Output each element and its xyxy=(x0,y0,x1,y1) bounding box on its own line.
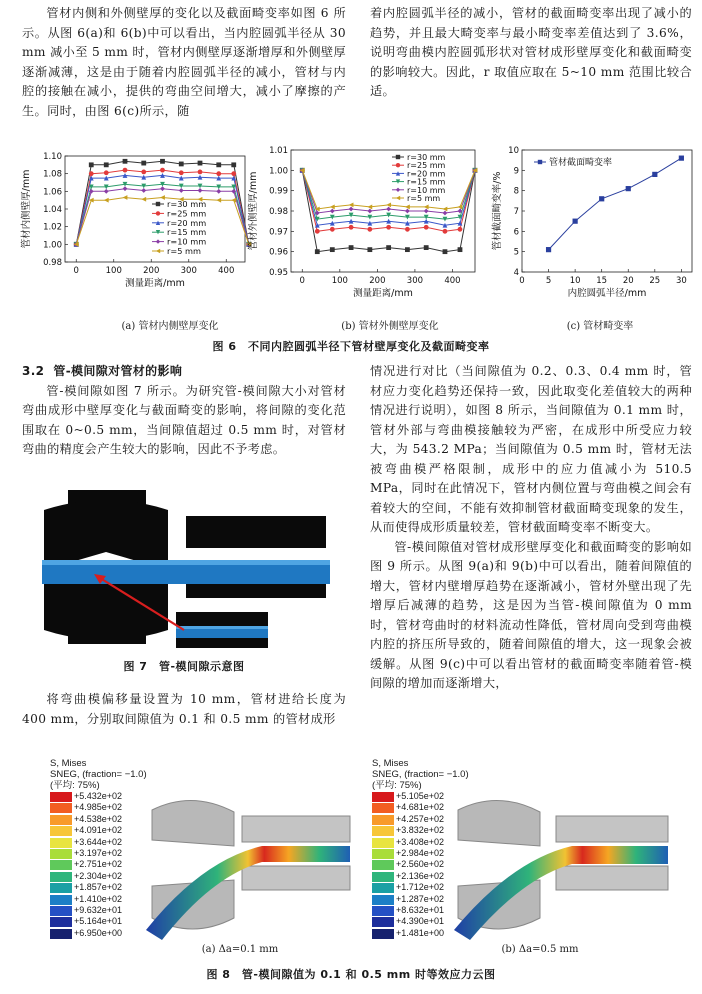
legend-swatch xyxy=(372,872,394,882)
guide-block-lower xyxy=(186,584,326,598)
legend-label: r=10 mm xyxy=(167,236,207,247)
data-point xyxy=(396,155,400,159)
legend-title: S, Mises xyxy=(50,758,87,769)
data-point xyxy=(123,168,128,173)
data-point xyxy=(160,159,165,164)
legend-label: r=25 mm xyxy=(407,161,446,171)
data-point xyxy=(104,198,109,203)
data-point xyxy=(367,227,372,232)
legend-swatch xyxy=(50,838,72,848)
x-tick-label: 300 xyxy=(180,266,197,276)
die-bottom-block xyxy=(68,630,146,644)
x-tick-label: 300 xyxy=(406,276,424,286)
figure-7-caption: 图 7 管-模间隙示意图 xyxy=(123,660,245,673)
legend-swatch xyxy=(372,838,394,848)
y-tick-label: 7 xyxy=(513,207,519,217)
x-tick-label: 15 xyxy=(596,276,608,286)
legend-swatch xyxy=(372,917,394,927)
legend-swatch xyxy=(50,803,72,813)
data-point xyxy=(160,195,165,200)
data-point xyxy=(396,163,400,167)
legend-swatch xyxy=(372,906,394,916)
legend-value: +1.857e+02 xyxy=(74,882,123,893)
top-right-column xyxy=(370,4,692,102)
data-point xyxy=(626,186,631,191)
legend-label: r=15 mm xyxy=(407,177,446,187)
legend-value: +2.560e+02 xyxy=(396,859,445,870)
legend-label: r=5 mm xyxy=(407,194,441,203)
legend-swatch xyxy=(372,803,394,813)
legend-swatch xyxy=(50,872,72,882)
legend-value: +3.644e+02 xyxy=(74,836,123,847)
legend-swatch xyxy=(50,792,72,802)
legend-value: +3.408e+02 xyxy=(396,836,445,847)
legend-average: (平均: 75%) xyxy=(372,780,422,791)
inset-tube-highlight xyxy=(176,626,268,629)
section-title: 管-模间隙对管材的影响 xyxy=(53,364,183,378)
data-point xyxy=(330,247,335,252)
figure-8b-model xyxy=(452,790,670,940)
legend-value: +2.304e+02 xyxy=(74,870,123,881)
data-point xyxy=(156,202,160,206)
figure-8b-caption: (b) Δa=0.5 mm xyxy=(501,944,579,955)
data-point xyxy=(386,225,391,230)
x-tick-label: 0 xyxy=(519,276,525,286)
legend-label: r=10 mm xyxy=(407,185,446,195)
y-tick-label: 0.96 xyxy=(269,247,288,258)
data-point xyxy=(405,209,410,214)
paragraph-gap-range: 管-模间隙如图 7 所示。为研究管-模间隙大小对管材弯曲成形中壁厚变化与截面畸变的影响，将间隙的变化范围取在 0~0.5 mm，当间隙值超过 0.5 mm 时，对管材弯曲的精度会产生较大的影响，因此不予考虑。 xyxy=(22,383,346,456)
y-tick-label: 8 xyxy=(513,186,519,197)
legend-average: (平均: 75%) xyxy=(50,780,100,791)
data-point xyxy=(231,162,236,167)
legend-swatch xyxy=(372,849,394,859)
data-point xyxy=(216,171,221,176)
y-tick-label: 10 xyxy=(508,146,519,156)
data-point xyxy=(386,207,391,212)
x-axis-label: 测量距离/mm xyxy=(353,288,413,299)
y-tick-label: 1.08 xyxy=(43,169,62,180)
plot-frame xyxy=(522,150,692,272)
data-point xyxy=(396,196,400,200)
data-point xyxy=(141,197,146,202)
data-point xyxy=(443,229,448,234)
paragraph-wall-thickness: 管材内侧和外侧壁厚的变化以及截面畸变率如图 6 所示。从图 6(a)和 6(b)中可以看出，当内腔圆弧半径从 30 mm 减小至 5 mm 时，管材内侧壁厚逐渐增厚和外侧壁厚逐渐减薄，这是由于随着内腔圆弧半径的减小，管材与内腔的接触在减小，提供的弯曲空间增大，减小了摩擦的产生。同时，由图 6(c)所示，随 xyxy=(22,6,346,118)
paragraph-distortion: 着内腔圆弧半径的减小，管材的截面畸变率出现了减小的趋势，并且最大畸变率与最小畸变率差值达到了 3.6%，说明弯曲模内腔圆弧形状对管材成形壁厚变化和截面畸变的影响较大。因此，r 取值应取在 5~10 mm 范围比较合适。 xyxy=(370,6,692,98)
data-point xyxy=(179,170,184,175)
x-tick-label: 0 xyxy=(73,266,79,276)
data-point xyxy=(349,225,354,230)
figure-6b-caption: (b) 管材外侧壁厚变化 xyxy=(341,321,439,332)
y-tick-label: 0.99 xyxy=(269,186,288,197)
data-point xyxy=(160,186,165,191)
left-bottom-column xyxy=(22,690,346,729)
paragraph-offset-setting: 将弯曲模偏移量设置为 10 mm，管材进给长度为 400 mm，分别取间隙值为 0.1 和 0.5 mm 的管材成形 xyxy=(22,692,346,726)
data-point xyxy=(123,159,128,164)
guide-lower xyxy=(242,866,350,890)
x-tick-label: 100 xyxy=(105,266,122,276)
figure-6c-caption: (c) 管材畸变率 xyxy=(566,321,634,332)
legend-entry xyxy=(50,882,147,893)
legend-entry xyxy=(50,928,147,939)
legend-swatch xyxy=(372,895,394,905)
data-point xyxy=(396,188,400,192)
legend-value: +4.091e+02 xyxy=(74,825,123,836)
data-point xyxy=(179,162,184,167)
legend-entry xyxy=(50,916,147,927)
figure-6-caption: 图 6 不同内腔圆弧半径下管材壁厚变化及截面畸变率 xyxy=(212,340,490,353)
legend-swatch xyxy=(50,917,72,927)
data-point xyxy=(538,160,542,164)
legend-value: +1.481e+00 xyxy=(396,927,445,938)
y-axis-label: 管材截面畸变率/% xyxy=(492,171,503,251)
data-point xyxy=(386,245,391,250)
chart-section-distortion xyxy=(491,146,692,299)
y-axis-label: 管材内侧壁厚/mm xyxy=(21,169,32,249)
y-tick-label: 5 xyxy=(513,247,519,258)
legend-entry xyxy=(50,905,147,916)
data-point xyxy=(367,209,372,214)
data-point xyxy=(405,227,410,232)
data-point xyxy=(179,188,184,193)
x-axis-label: 测量距离/mm xyxy=(125,278,185,289)
data-point xyxy=(443,211,448,216)
legend-label: r=25 mm xyxy=(167,208,207,219)
series-line xyxy=(76,198,249,245)
figure-8a-legend xyxy=(50,758,147,939)
y-tick-label: 1.04 xyxy=(43,205,62,215)
legend-value: +2.136e+02 xyxy=(396,870,445,881)
data-point xyxy=(679,156,684,161)
legend-swatch xyxy=(372,792,394,802)
x-tick-label: 0 xyxy=(299,276,305,286)
x-tick-label: 30 xyxy=(675,276,687,286)
legend-label: 管材截面畸变率 xyxy=(549,158,613,168)
x-tick-label: 200 xyxy=(369,276,386,286)
legend-entry xyxy=(50,859,147,870)
data-point xyxy=(424,245,429,250)
x-tick-label: 10 xyxy=(569,276,581,286)
legend-swatch xyxy=(50,826,72,836)
figure-6 xyxy=(0,140,702,340)
legend-value: +1.287e+02 xyxy=(396,893,445,904)
data-point xyxy=(424,209,429,214)
x-tick-label: 100 xyxy=(331,276,348,286)
figure-8-caption: 图 8 管-模间隙值为 0.1 和 0.5 mm 时等效应力云图 xyxy=(206,968,496,981)
legend-value: +4.538e+02 xyxy=(74,813,123,824)
data-point xyxy=(315,229,320,234)
legend-entry xyxy=(50,802,147,813)
legend-value: +4.390e+01 xyxy=(396,916,445,927)
legend-entry xyxy=(50,791,147,802)
figure-6a-caption: (a) 管材内侧壁厚变化 xyxy=(121,321,219,332)
data-point xyxy=(424,225,429,230)
legend-entry xyxy=(50,825,147,836)
legend-swatch xyxy=(372,860,394,870)
data-point xyxy=(367,247,372,252)
die-upper-part xyxy=(152,800,234,846)
y-tick-label: 1.00 xyxy=(43,240,62,251)
legend-value: +8.632e+01 xyxy=(396,905,445,916)
legend-entry xyxy=(50,837,147,848)
data-point xyxy=(198,188,203,193)
data-point xyxy=(156,249,160,253)
data-point xyxy=(156,211,160,215)
die-upper-part xyxy=(458,800,540,846)
figure-8a-model xyxy=(142,790,352,940)
data-point xyxy=(231,171,236,176)
legend-value: +4.257e+02 xyxy=(396,813,445,824)
chart-inner-wall-thickness xyxy=(20,152,251,289)
legend-value: +5.432e+02 xyxy=(74,791,123,801)
y-tick-label: 4 xyxy=(513,268,519,278)
data-point xyxy=(443,249,448,254)
y-tick-label: 0.98 xyxy=(269,207,288,217)
legend-swatch xyxy=(50,815,72,825)
legend-label: r=30 mm xyxy=(167,199,207,209)
legend-swatch xyxy=(50,883,72,893)
guide-upper xyxy=(242,816,350,842)
y-tick-label: 1.10 xyxy=(43,152,62,162)
legend-value: +5.164e+01 xyxy=(74,916,123,927)
data-point xyxy=(349,207,354,212)
data-point xyxy=(104,170,109,175)
legend-value: +5.105e+02 xyxy=(396,791,445,801)
data-point xyxy=(458,247,463,252)
legend-value: +2.984e+02 xyxy=(396,848,445,859)
data-point xyxy=(104,162,109,167)
figure-7-illustration xyxy=(36,480,332,650)
paragraph-gap-effect: 管-模间隙值对管材成形壁厚变化和截面畸变的影响如图 9 所示。从图 9(a)和 9(b)中可以看出，随着间隙值的增大，管材内壁增厚趋势在逐渐减小，管材外壁出现了先增厚后减薄的趋势，这是因为当管-模间隙值为 0 mm 时，管材弯曲时的材料流动性降低，管材周向受到弯曲模内腔的挤压所导致的，随着间隙值的增大，这一现象会被缓解。从图 9(c)中可以看出管材的截面畸变率随着管-模间隙的增加而逐渐增大， xyxy=(370,539,692,690)
data-point xyxy=(315,249,320,254)
data-point xyxy=(141,188,146,193)
legend-swatch xyxy=(50,929,72,939)
data-point xyxy=(349,245,354,250)
data-point xyxy=(231,198,236,203)
y-tick-label: 6 xyxy=(513,227,519,238)
section-heading xyxy=(22,362,346,382)
legend-swatch xyxy=(50,849,72,859)
data-point xyxy=(573,219,578,224)
legend-value: +3.197e+02 xyxy=(74,848,123,859)
y-tick-label: 9 xyxy=(513,166,519,177)
legend-value: +1.712e+02 xyxy=(396,882,445,893)
legend-swatch xyxy=(372,815,394,825)
data-point xyxy=(330,227,335,232)
x-tick-label: 200 xyxy=(143,266,160,276)
data-point xyxy=(405,247,410,252)
data-point xyxy=(599,196,604,201)
x-tick-label: 400 xyxy=(218,266,235,276)
data-point xyxy=(652,172,657,177)
legend-value: +4.681e+02 xyxy=(396,802,445,813)
paragraph-stress-comparison: 情况进行对比（当间隙值为 0.2、0.3、0.4 mm 时，管材应力变化趋势还保持一致，因此取变化差值较大的两种情况进行说明），如图 8 所示，当间隙值为 0.1 mm 时，管材外部与弯曲模接触较为严密，在成形中所受应力较大，为 543.2 MPa；当间隙值为 0.5 mm 时，管材无法被弯曲模严格限制，成形中的应力值减小为 510.5 MPa，同时在此情况下，管材内侧位置与弯曲模之间会有着较大的空间，不能有效抑制管材截面畸变现象的发生，从而使得成形质量较差，管材截面畸变率不断变大。 xyxy=(370,364,692,534)
data-point xyxy=(89,171,94,176)
legend-swatch xyxy=(372,929,394,939)
x-tick-label: 20 xyxy=(622,276,634,286)
data-point xyxy=(160,168,165,173)
guide-upper xyxy=(556,816,668,842)
data-point xyxy=(198,161,203,166)
legend-swatch xyxy=(50,860,72,870)
x-tick-label: 25 xyxy=(649,276,661,286)
legend-value: +9.632e+01 xyxy=(74,905,123,916)
data-point xyxy=(104,189,109,194)
legend-swatch xyxy=(372,883,394,893)
data-point xyxy=(141,170,146,175)
series-line xyxy=(76,184,249,244)
data-point xyxy=(216,162,221,167)
legend-entry xyxy=(50,871,147,882)
x-tick-label: 5 xyxy=(545,276,552,286)
legend-value: +2.751e+02 xyxy=(74,859,123,870)
right-mid-column xyxy=(370,362,692,694)
y-axis-label: 管材外侧壁厚/mm xyxy=(248,171,259,251)
y-tick-label: 0.97 xyxy=(269,227,288,238)
series-line xyxy=(302,170,475,209)
guide-block-upper xyxy=(186,516,326,548)
tube-highlight xyxy=(42,560,330,565)
legend-swatch xyxy=(50,906,72,916)
legend-subtitle: SNEG, (fraction= −1.0) xyxy=(50,769,147,780)
chart-outer-wall-thickness xyxy=(247,146,477,299)
series-line xyxy=(76,170,249,244)
data-point xyxy=(89,162,94,167)
y-tick-label: 1.01 xyxy=(269,146,288,156)
guide-lower xyxy=(556,866,668,890)
legend-subtitle: SNEG, (fraction= −1.0) xyxy=(372,769,469,780)
data-point xyxy=(216,189,221,194)
y-tick-label: 0.95 xyxy=(269,268,288,278)
y-tick-label: 0.98 xyxy=(43,258,62,268)
data-point xyxy=(458,227,463,232)
y-tick-label: 1.06 xyxy=(43,187,62,198)
legend-entry xyxy=(50,894,147,905)
y-tick-label: 1.00 xyxy=(269,166,288,177)
figure-8a-caption: (a) Δa=0.1 mm xyxy=(201,944,279,955)
legend-label: r=15 mm xyxy=(167,227,207,238)
series-line xyxy=(549,158,682,250)
y-tick-label: 1.02 xyxy=(43,222,62,233)
legend-label: r=30 mm xyxy=(407,153,446,162)
legend-value: +1.410e+02 xyxy=(74,893,123,904)
legend-value: +4.985e+02 xyxy=(74,802,123,813)
legend-value: +3.832e+02 xyxy=(396,825,445,836)
data-point xyxy=(198,170,203,175)
x-axis-label: 内腔圆弧半径/mm xyxy=(567,288,647,299)
section-number: 3.2 xyxy=(22,364,45,378)
data-point xyxy=(330,209,335,214)
x-tick-label: 400 xyxy=(444,276,461,286)
legend-label: r=20 mm xyxy=(167,217,207,228)
data-point xyxy=(141,161,146,166)
legend-label: r=5 mm xyxy=(167,246,201,256)
legend-value: +6.950e+00 xyxy=(74,927,123,938)
data-point xyxy=(123,186,128,191)
legend-label: r=20 mm xyxy=(407,169,446,179)
legend-title: S, Mises xyxy=(372,758,409,769)
legend-swatch xyxy=(372,826,394,836)
top-left-column xyxy=(22,4,346,121)
data-point xyxy=(123,195,128,200)
data-point xyxy=(216,198,221,203)
legend-entry xyxy=(50,848,147,859)
legend-swatch xyxy=(50,895,72,905)
legend-entry xyxy=(50,814,147,825)
section-3-2 xyxy=(22,362,346,460)
data-point xyxy=(156,239,160,243)
data-point xyxy=(546,247,551,252)
